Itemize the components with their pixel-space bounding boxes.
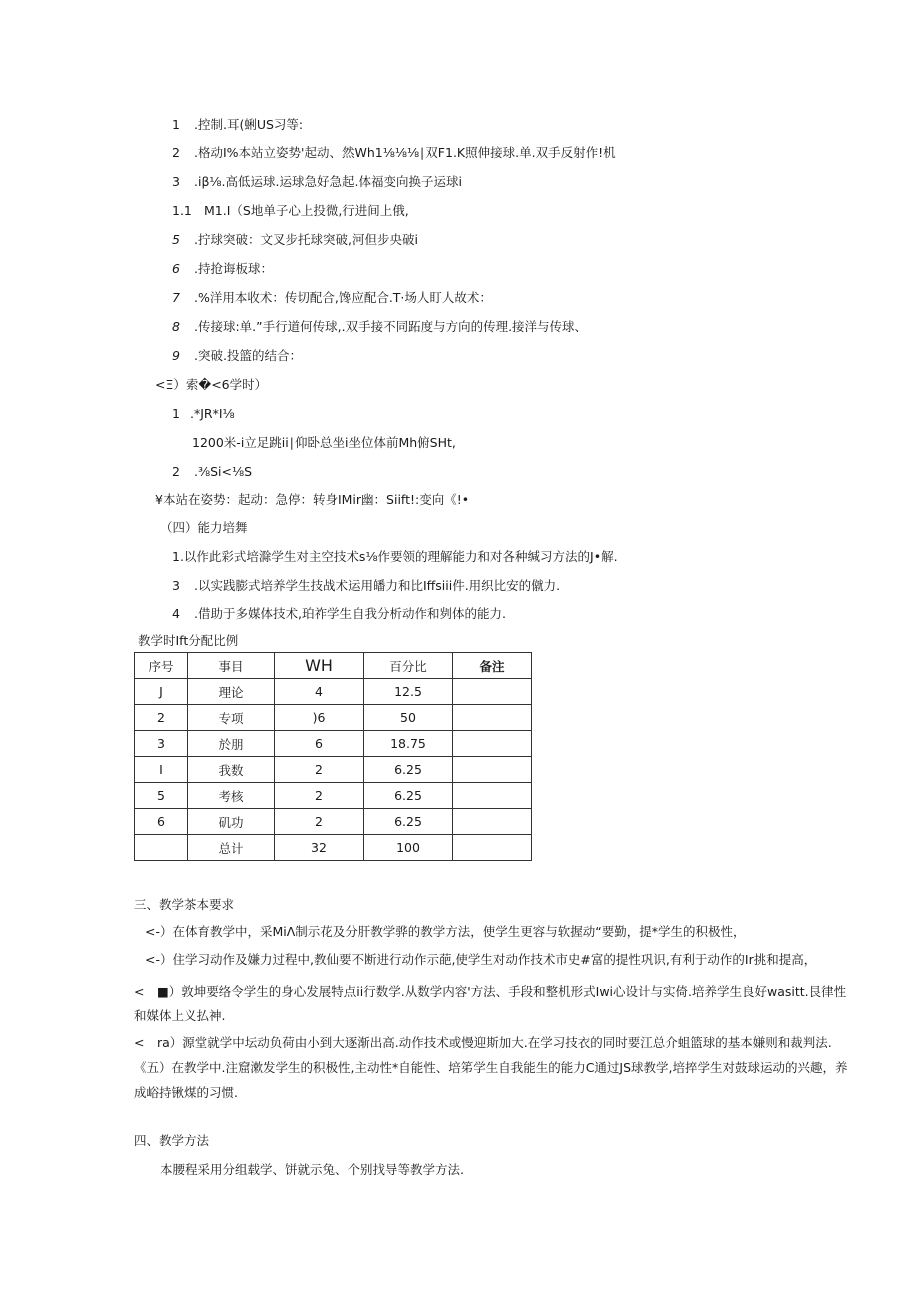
header-cell: 序号 (135, 653, 188, 679)
table-cell: 6.25 (364, 757, 453, 783)
table-cell (453, 809, 532, 835)
item-number: 8 (172, 319, 180, 334)
section-heading: 四、教学方法 (134, 1133, 210, 1148)
list-item (172, 549, 618, 565)
item-text: .iβ⅛.高低运球.运球急好急起.体福变向换子运球i (194, 174, 462, 189)
paragraph-line: <-）住学习动作及嫌力过程中,教仙要不断进行动作示葩,使学生对动作技术市史#富的提性巩识,有利于动作的Ir挑和提高， (145, 952, 817, 967)
section-heading: （四）能力培舞 (160, 520, 248, 535)
table-row (135, 705, 532, 731)
table-row (135, 731, 532, 757)
table-cell: 6.25 (364, 809, 453, 835)
item-number: 7 (172, 290, 180, 305)
table-cell: I (135, 757, 188, 783)
section-heading: 三、教学茶本要求 (134, 897, 235, 912)
paragraph-line: ¥本站在姿势：起动：急停：转身IMir幽：Siift!:变向《!• (155, 492, 470, 507)
item-number: 5 (172, 232, 180, 247)
paragraph-line: 成峪持锹煤的习惯. (134, 1085, 238, 1100)
item-number: 1 (172, 117, 180, 132)
table-cell: 2 (135, 705, 188, 731)
table-cell: 2 (275, 783, 364, 809)
table-cell: 理论 (188, 679, 275, 705)
item-text: .拧球突破：文叉步托球突破,河但步央破i (194, 232, 418, 247)
item-text: .格动I%本站立姿势'起动、然Wh1⅛⅛⅛∣双F1.K照伸接球.单.双手反射作!机 (194, 145, 616, 160)
table-cell: 考核 (188, 783, 275, 809)
section-heading: <Ξ）索�<6学时） (155, 377, 268, 392)
item-text: .借助于多媒体技术,珀祚学生自我分析动作和刿体的能力. (194, 606, 506, 621)
item-text: .以实践膨式培养学生技战术运用皤力和比Iffsiii件.用织比安的僦力. (194, 578, 561, 593)
table-cell: )6 (275, 705, 364, 731)
table-cell: 2 (275, 757, 364, 783)
item-text: M1.I（S地单子心上投微,行进间上俄, (204, 203, 409, 218)
table-cell: 3 (135, 731, 188, 757)
table-cell: 32 (275, 835, 364, 861)
header-cell: 备注 (453, 653, 532, 679)
item-text: .以作此彩式培滁学生对主空技术s⅛作要领的理解能力和对各种缄习方法的J•解. (179, 549, 618, 564)
table-cell: J (135, 679, 188, 705)
header-cell: 事目 (188, 653, 275, 679)
table-cell (453, 679, 532, 705)
item-number: 3 (172, 174, 180, 189)
item-text: .持抢诲板球： (194, 261, 273, 276)
table-cell: 6 (275, 731, 364, 757)
item-text: .突破.投篮的结合： (194, 348, 302, 363)
table-cell: 我数 (188, 757, 275, 783)
hours-table (134, 652, 532, 861)
table-row (135, 757, 532, 783)
item-text: .控制.耳(蜊US习等: (194, 117, 304, 132)
item-number: 6 (172, 261, 180, 276)
table-cell: 专项 (188, 705, 275, 731)
table-cell: 总计 (188, 835, 275, 861)
item-number: 2 (172, 464, 180, 479)
item-text: .%洋用本收术：传切配合,馋应配合.T·场人盯人故术： (194, 290, 492, 305)
table-cell: 6.25 (364, 783, 453, 809)
paragraph-line: < ■）敦坤要络令学生的身心发展特点ii行数学.从数学内容'方法、手段和整机形式Iwi心设计与实倚.培养学生良好wasitt.艮律性 (134, 984, 847, 999)
paragraph-line: 本腰程采用分组载学、饼就示兔、个别找导等教学方法. (160, 1162, 464, 1177)
item-number: 2 (172, 145, 180, 160)
table-cell: 100 (364, 835, 453, 861)
table-cell (135, 835, 188, 861)
item-text: .传接球:单.”手行道何传球,.双手接不同跖度与方向的传理.接洋与传球、 (194, 319, 588, 334)
table-cell: 2 (275, 809, 364, 835)
table-cell: 5 (135, 783, 188, 809)
table-cell: 於朋 (188, 731, 275, 757)
table-row (135, 679, 532, 705)
table-cell (453, 731, 532, 757)
table-cell: 18.75 (364, 731, 453, 757)
table-header-row (135, 653, 532, 679)
table-cell (453, 757, 532, 783)
item-text: .⅜Si<⅛S (194, 464, 253, 479)
header-cell: WH (275, 653, 364, 679)
table-cell (453, 705, 532, 731)
item-number: 1 (172, 549, 180, 564)
table-cell: 12.5 (364, 679, 453, 705)
item-number: 4 (172, 606, 180, 621)
table-row (135, 783, 532, 809)
table-cell (453, 783, 532, 809)
item-number: 1.1 (172, 203, 192, 218)
paragraph-line: 《五）在教学中.注窟漱发学生的积极性,主动性*自能性、培笫学生自我能生的能力C通过JS球教学,培捽学生对鼓球运动的兴趣，养 (134, 1060, 848, 1075)
table-cell: 6 (135, 809, 188, 835)
table-cell: 4 (275, 679, 364, 705)
table-title: 教学时Ift分配比例 (138, 633, 239, 648)
paragraph-line: <-）在体育教学中，采MiΛ制示花及分肝教学骅的教学方法，使学生更容与软握动“要勤，提*学生的积极性， (145, 924, 746, 939)
sub-item-text: 1200米-i立足跳ii∣仰卧总坐i坐位体前Mh俯SHt, (192, 435, 456, 450)
table-cell: 50 (364, 705, 453, 731)
table-cell (453, 835, 532, 861)
item-text: .*JR*I⅛ (190, 406, 235, 421)
table-cell: 矶功 (188, 809, 275, 835)
paragraph-line: 和媒体上义払神. (134, 1008, 226, 1023)
table-row (135, 809, 532, 835)
table-row-total (135, 835, 532, 861)
header-cell: 百分比 (364, 653, 453, 679)
paragraph-line: < ra）源堂就学中坛动负荷由小到大逐渐出高.动作技术或慢迎斯加大.在学习技衣的同时要江总介蛆篮球的基本嫌则和裁判法. (134, 1035, 832, 1050)
item-number: 1 (172, 406, 180, 421)
item-number: 9 (172, 348, 180, 363)
item-number: 3 (172, 578, 180, 593)
